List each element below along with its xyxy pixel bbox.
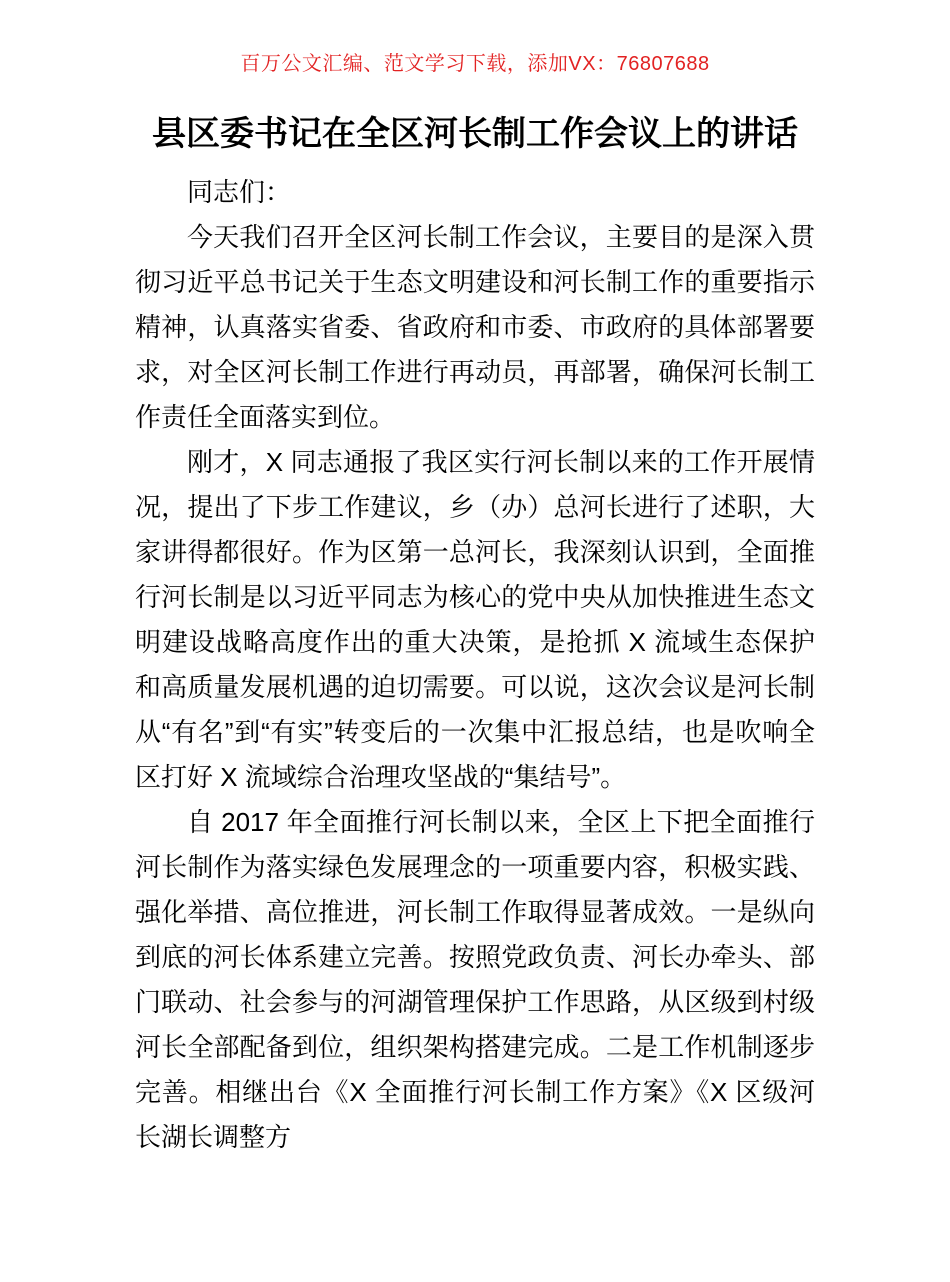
document-title: 县区委书记在全区河长制工作会议上的讲话 [152, 115, 798, 153]
document-page [0, 52, 950, 1282]
document-body [135, 170, 815, 1160]
promo-notice: 百万公文汇编、范文学习下载，添加VX：76807688 [240, 53, 710, 75]
paragraph-2: 刚才，X 同志通报了我区实行河长制以来的工作开展情况，提出了下步工作建议，乡（办）总河长进行了述职，大家讲得都很好。作为区第一总河长，我深刻认识到，全面推行河长制是以习近平同志为核心的党中央从加快推进生态文明建设战略高度作出的重大决策，是抢抓 X 流域生态保护和高质量发展机遇的迫切需要。可以说，这次会议是河长制从“有名”到“有实”转变后的一次集中汇报总结，也是吹响全区打好 X 流域综合治理攻坚战的“集结号”。 [135, 447, 815, 792]
paragraph-3: 自 2017 年全面推行河长制以来，全区上下把全面推行河长制作为落实绿色发展理念的一项重要内容，积极实践、强化举措、高位推进，河长制工作取得显著成效。一是纵向到底的河长体系建立完善。按照党政负责、河长办牵头、部门联动、社会参与的河湖管理保护工作思路，从区级到村级河长全部配备到位，组织架构搭建完成。二是工作机制逐步完善。相继出台《X 全面推行河长制工作方案》《X 区级河长湖长调整方 [135, 807, 815, 1152]
salutation: 同志们： [187, 177, 292, 207]
paragraph-1: 今天我们召开全区河长制工作会议，主要目的是深入贯彻习近平总书记关于生态文明建设和河长制工作的重要指示精神，认真落实省委、省政府和市委、市政府的具体部署要求，对全区河长制工作进行再动员，再部署，确保河长制工作责任全面落实到位。 [135, 222, 815, 432]
